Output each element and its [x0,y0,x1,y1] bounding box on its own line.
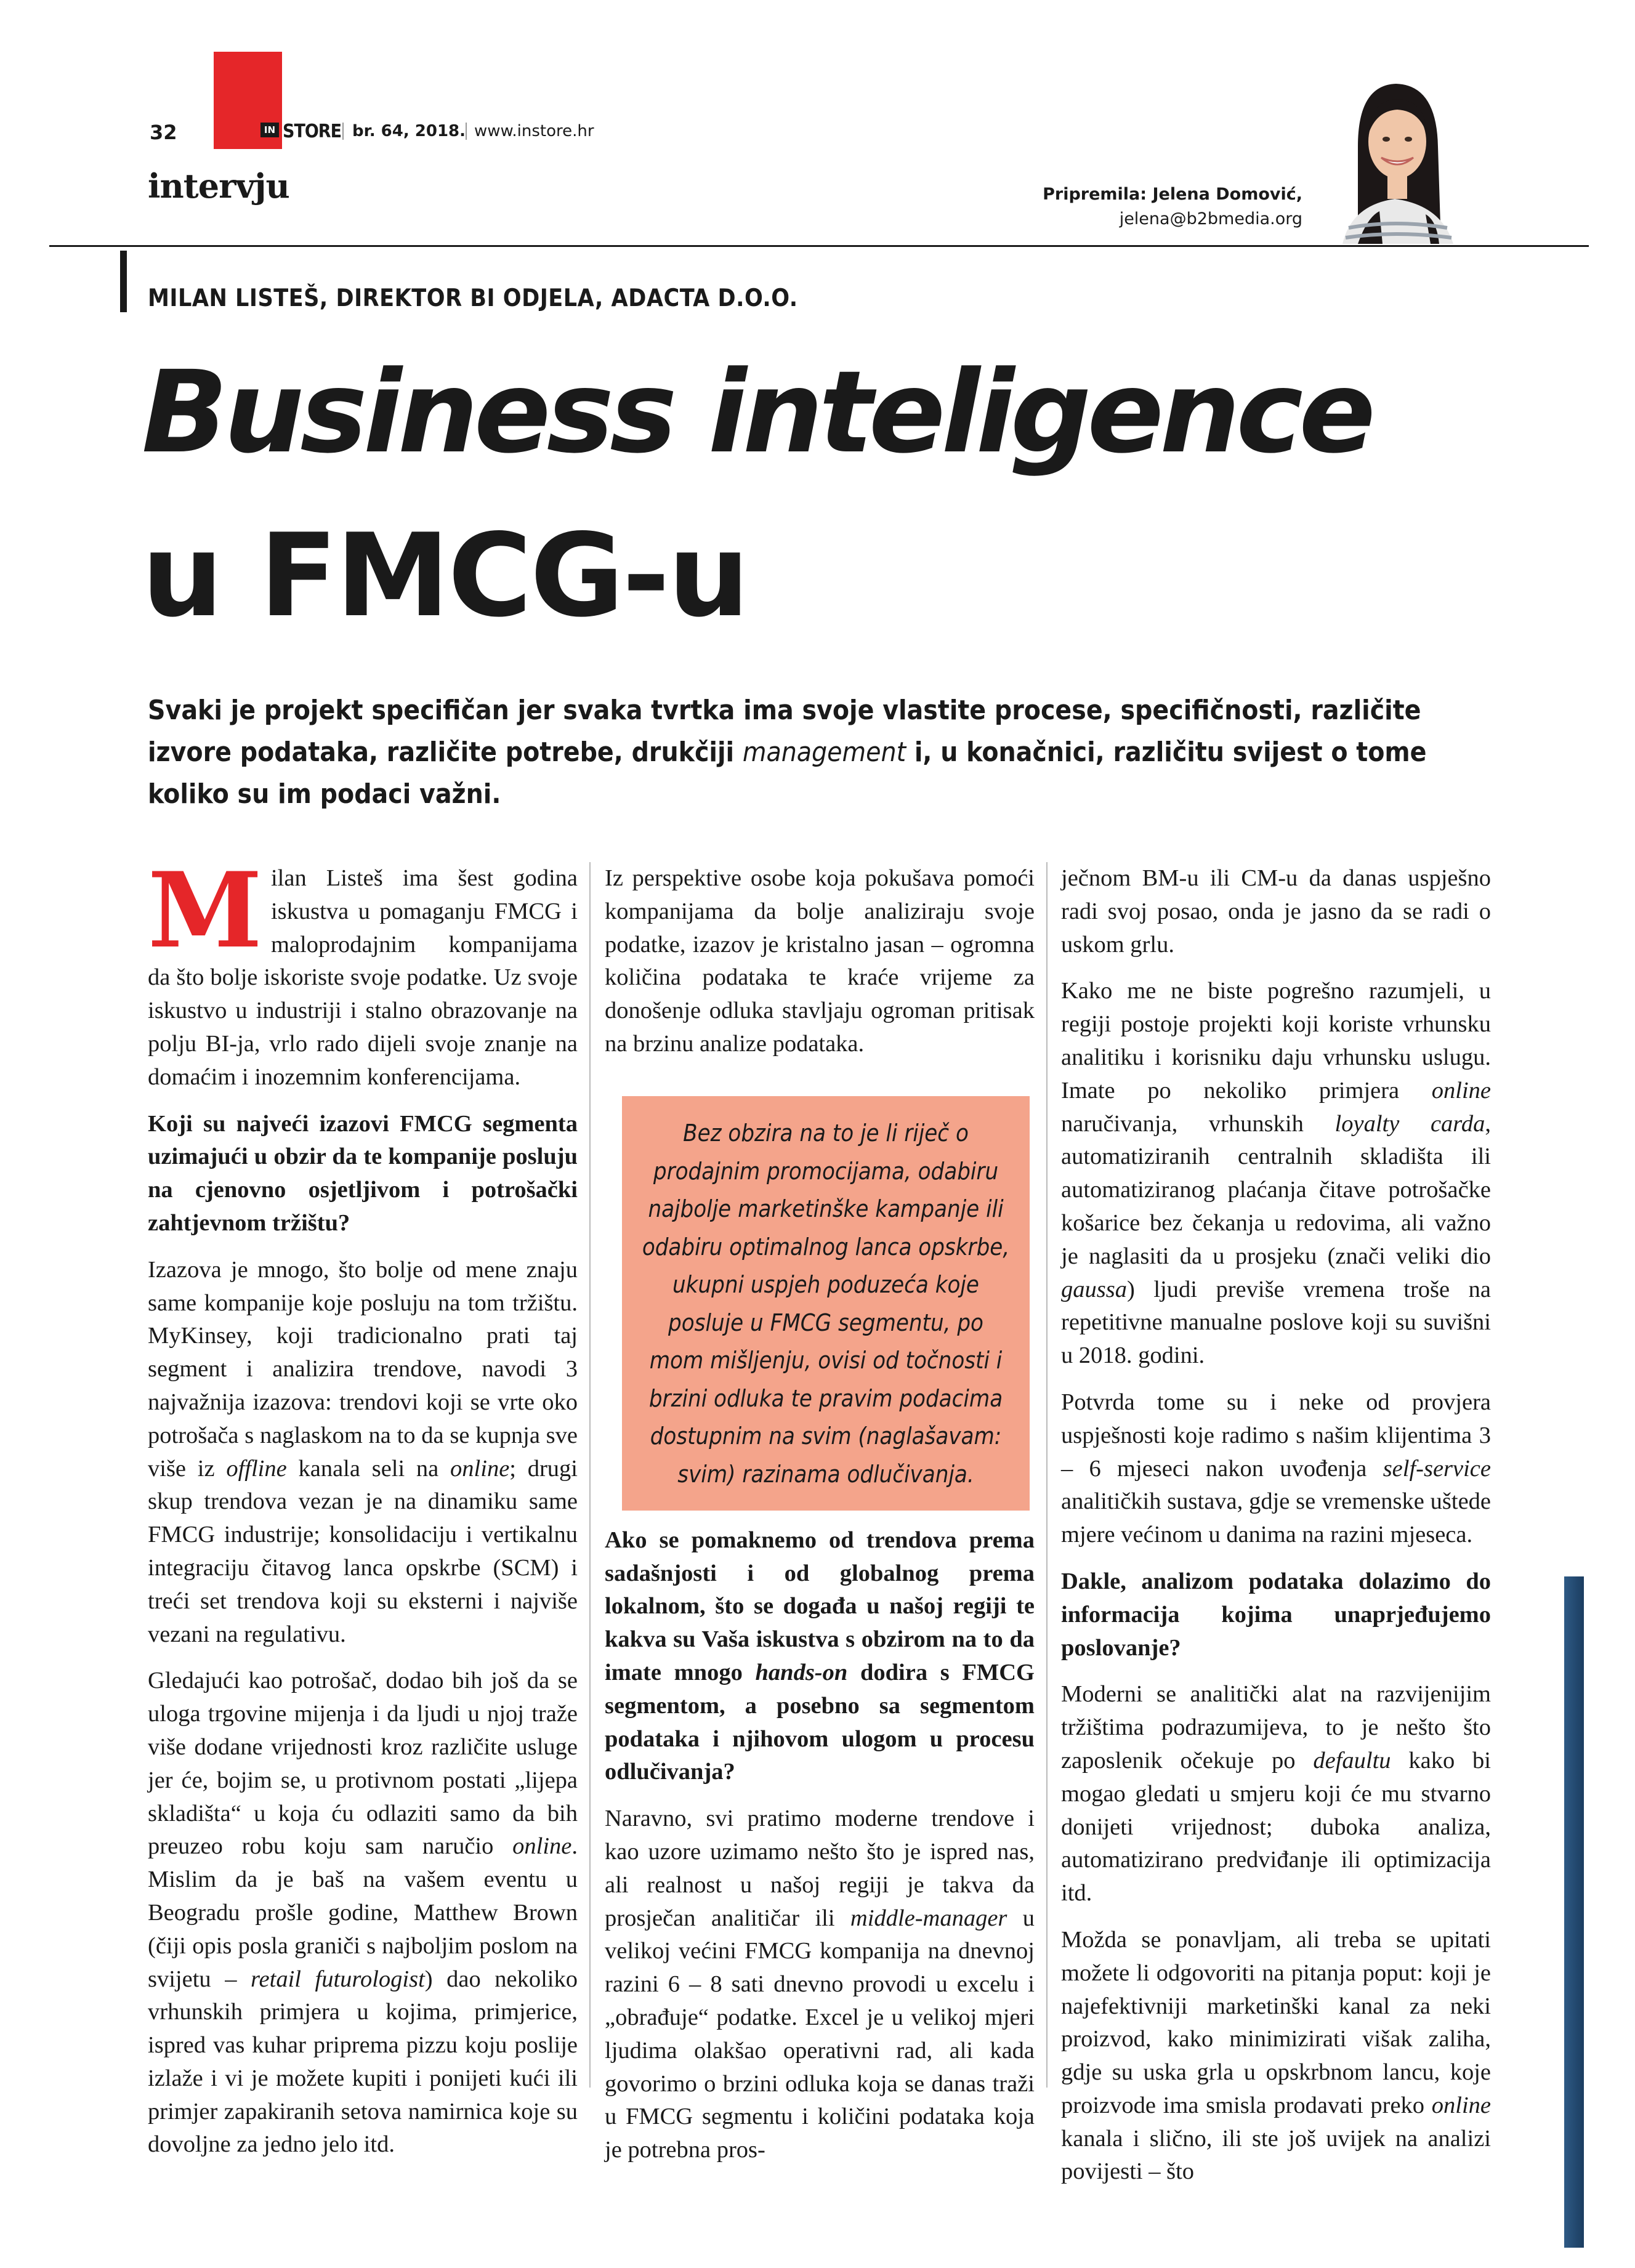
paragraph: Potvrda tome su i neke od provjera uspješnosti koje radimo s našim klijentima 3 – 6 mjeseci nakon uvođenja self-service analitičkih sustava, gdje se vremenske uštede mjere većinom u danima na razini mjeseca. [1061,1389,1491,1548]
interview-question: Koji su najveći izazovi FMCG segmenta uzimajući u obzir da te kompanije posluju na cjenovno osjetljivom i potrošački zahtjevnom tržištu? [148,1110,578,1236]
paragraph: Iz perspektive osobe koja pokušava pomoći kompanijama da bolje analiziraju svoje podatke, izazov je kristalno jasan – ogromna količina podataka te kraće vrijeme za donošenje odluka stavljaju ogroman pritisak na brzinu analize podataka. [605,865,1035,1057]
logo-in-badge: IN [260,123,279,137]
paragraph: Možda se ponavljam, ali treba se upitati možete li odgovoriti na pitanja poput: koji je najefektivniji marketinški kanal za neki proizvod, kako minimizirati višak zaliha, gdje su uska grla u opskrbnom lancu, koje proizvode ima smisla prodavati preko online kanala i slično, ili ste još uvijek na analizi povijesti – što [1061,1926,1491,2185]
author-credit: Pripremila: Jelena Domović, [1043,185,1302,204]
section-label: intervju [148,166,289,206]
header-separator [466,123,467,140]
article-title-line1: Business inteligence [142,347,1372,478]
paragraph: Izazova je mnogo, što bolje od mene znaju same kompanije koje posluju na tom tržištu. MyKinsey, koji tradicionalno prati taj segment i analizira trendove, navodi 3 najvažnija izazova: trendovi koji se vrte oko potrošača s naglaskom na to da se kupnja sve više iz offline kanala seli na online; drugi skup trendova vezan je na dinamiku same FMCG industrije; konsolidaciju i vertikalnu integraciju čitavog lanca opskrbe (SCM) i treći set trendova koji su eksterni i najviše vezani na regulativu. [148,1256,578,1647]
kicker-bar [120,251,127,312]
header-rule [49,245,1589,247]
article-title-line2: u FMCG-u [142,509,748,642]
pull-quote-box [622,1096,1030,1511]
paragraph: ječnom BM-u ili CM-u da danas uspješno radi svoj posao, onda je jasno da se radi o uskom grlu. [1061,865,1491,958]
paragraph: Kako me ne biste pogrešno razumjeli, u regiji postoje projekti koji koriste vrhunsku analitiku i korisniku daju vrhunsku uslugu. Imate po nekoliko primjera online naručivanja, vrhunskih loyalty carda, automatiziranih centralnih skladišta ili automatiziranog plaćanja čitave potrošačke košarice bez čekanja u redovima, ali važno je naglasiti da u prosjeku (znači veliki dio gaussa) ljudi previše vremena troše na repetitivne manualne poslove koji su suvišni u 2018. godini. [1061,978,1491,1369]
page-number: 32 [150,121,177,144]
author-email[interactable]: jelena@b2bmedia.org [1119,209,1302,228]
paragraph: Naravno, svi pratimo moderne trendove i kao uzore uzimamo nešto što je ispred nas, ali realnost u našoj regiji je takva da prosječan analitičar ili middle-manager u velikoj većini FMCG kompanija na dnevnoj razini 6 – 8 sati dnevno provodi u excelu i „obrađuje“ podatke. Excel je u velikoj mjeri ljudima olakšao operativni rad, ali kada govorimo o brzini odluka koja se danas traži u FMCG segmentu i količini podataka koja je potrebna pros- [605,1806,1035,2163]
paragraph: Milan Listeš ima šest godina iskustva u pomaganju FMCG i maloprodajnim kompanijama da što bolje iskoriste svoje podatke. Uz svoje iskustvo u industriji i stalno obrazovanje na polju BI-ja, vrlo rado dijeli svoje znanje na domaćim i inozemnim konferencijama. [148,849,578,1090]
interviewee-kicker: MILAN LISTEŠ, DIREKTOR BI ODJELA, ADACTA D.O.O. [148,285,798,312]
paragraph: Moderni se analitički alat na razvijenijim tržištima podrazumijeva, to je nešto što zaposlenik očekuje po defaultu kako bi mogao gledati u smjeru koji će mu stvarno donijeti vrijednost; duboka analiza, automatizirano predviđanje ili optimizacija itd. [1061,1681,1491,1907]
article-lead: Svaki je projekt specifičan jer svaka tvrtka ima svoje vlastite procese, specifičnosti, različite izvore podataka, različite potrebe, drukčiji management i, u konačnici, različitu svijest o tome koliko su im podaci važni. [148,695,1427,810]
interview-question: Dakle, analizom podataka dolazimo do informacija kojima unaprjeđujemo poslovanje? [1061,1568,1491,1661]
logo-store-text: STORE [283,121,342,142]
issue-number: br. 64, 2018. [352,122,466,140]
paragraph: Gledajući kao potrošač, dodao bih još da se uloga trgovine mijenja i da ljudi u njoj traže više dodane vrijednosti kroz različite usluge jer će, bojim se, u protivnom postati „lijepa skladišta“ u koja ću odlaziti samo da bih preuzeo robu koju sam naručio online. Mislim da je baš na vašem eventu u Beogradu prošle godine, Matthew Brown (čiji opis posla graniči s najboljim poslom na svijetu – retail futurologist) dao nekoliko vrhunskih primjera u kojima, primjerice, ispred vas kuhar priprema pizzu koju poslije izlaže i vi je možete kupiti i ponijeti kući ili primjer zapakiranih setova namirnica koje su dovoljne za jedno jelo itd. [148,1668,578,2158]
website-link[interactable]: www.instore.hr [474,122,594,140]
drop-cap: M [148,849,262,971]
page-edge-strip [1564,1576,1584,2248]
author-portrait [1333,73,1459,244]
column-rule [1046,862,1048,2088]
header-separator [342,123,344,140]
pull-quote-text: Bez obzira na to je li riječ o prodajnim promocijama, odabiru najbolje marketinške kampanje ili odabiru optimalnog lanca opskrbe, ukupni uspjeh poduzeća koje posluje u FMCG segmentu, po mom mišljenju, ovisi od točnosti i brzini odluka te pravim podacima dostupnim na svim (naglašavam: svim) razinama odlučivanja. [642,1120,1010,1488]
column-2 [605,862,1035,2181]
column-1 [148,849,578,2175]
column-rule [589,862,591,2088]
interview-question: Ako se pomaknemo od trendova prema sadašnjosti i od globalnog prema lokalnom, što se događa u našoj regiji te kakva su Vaša iskustva s obzirom na to da imate mnogo hands-on dodira s FMCG segmentom, a posebno sa segmentom podataka i njihovom ulogom u procesu odlučivanja? [605,1527,1035,1785]
column-3 [1061,862,1491,2202]
